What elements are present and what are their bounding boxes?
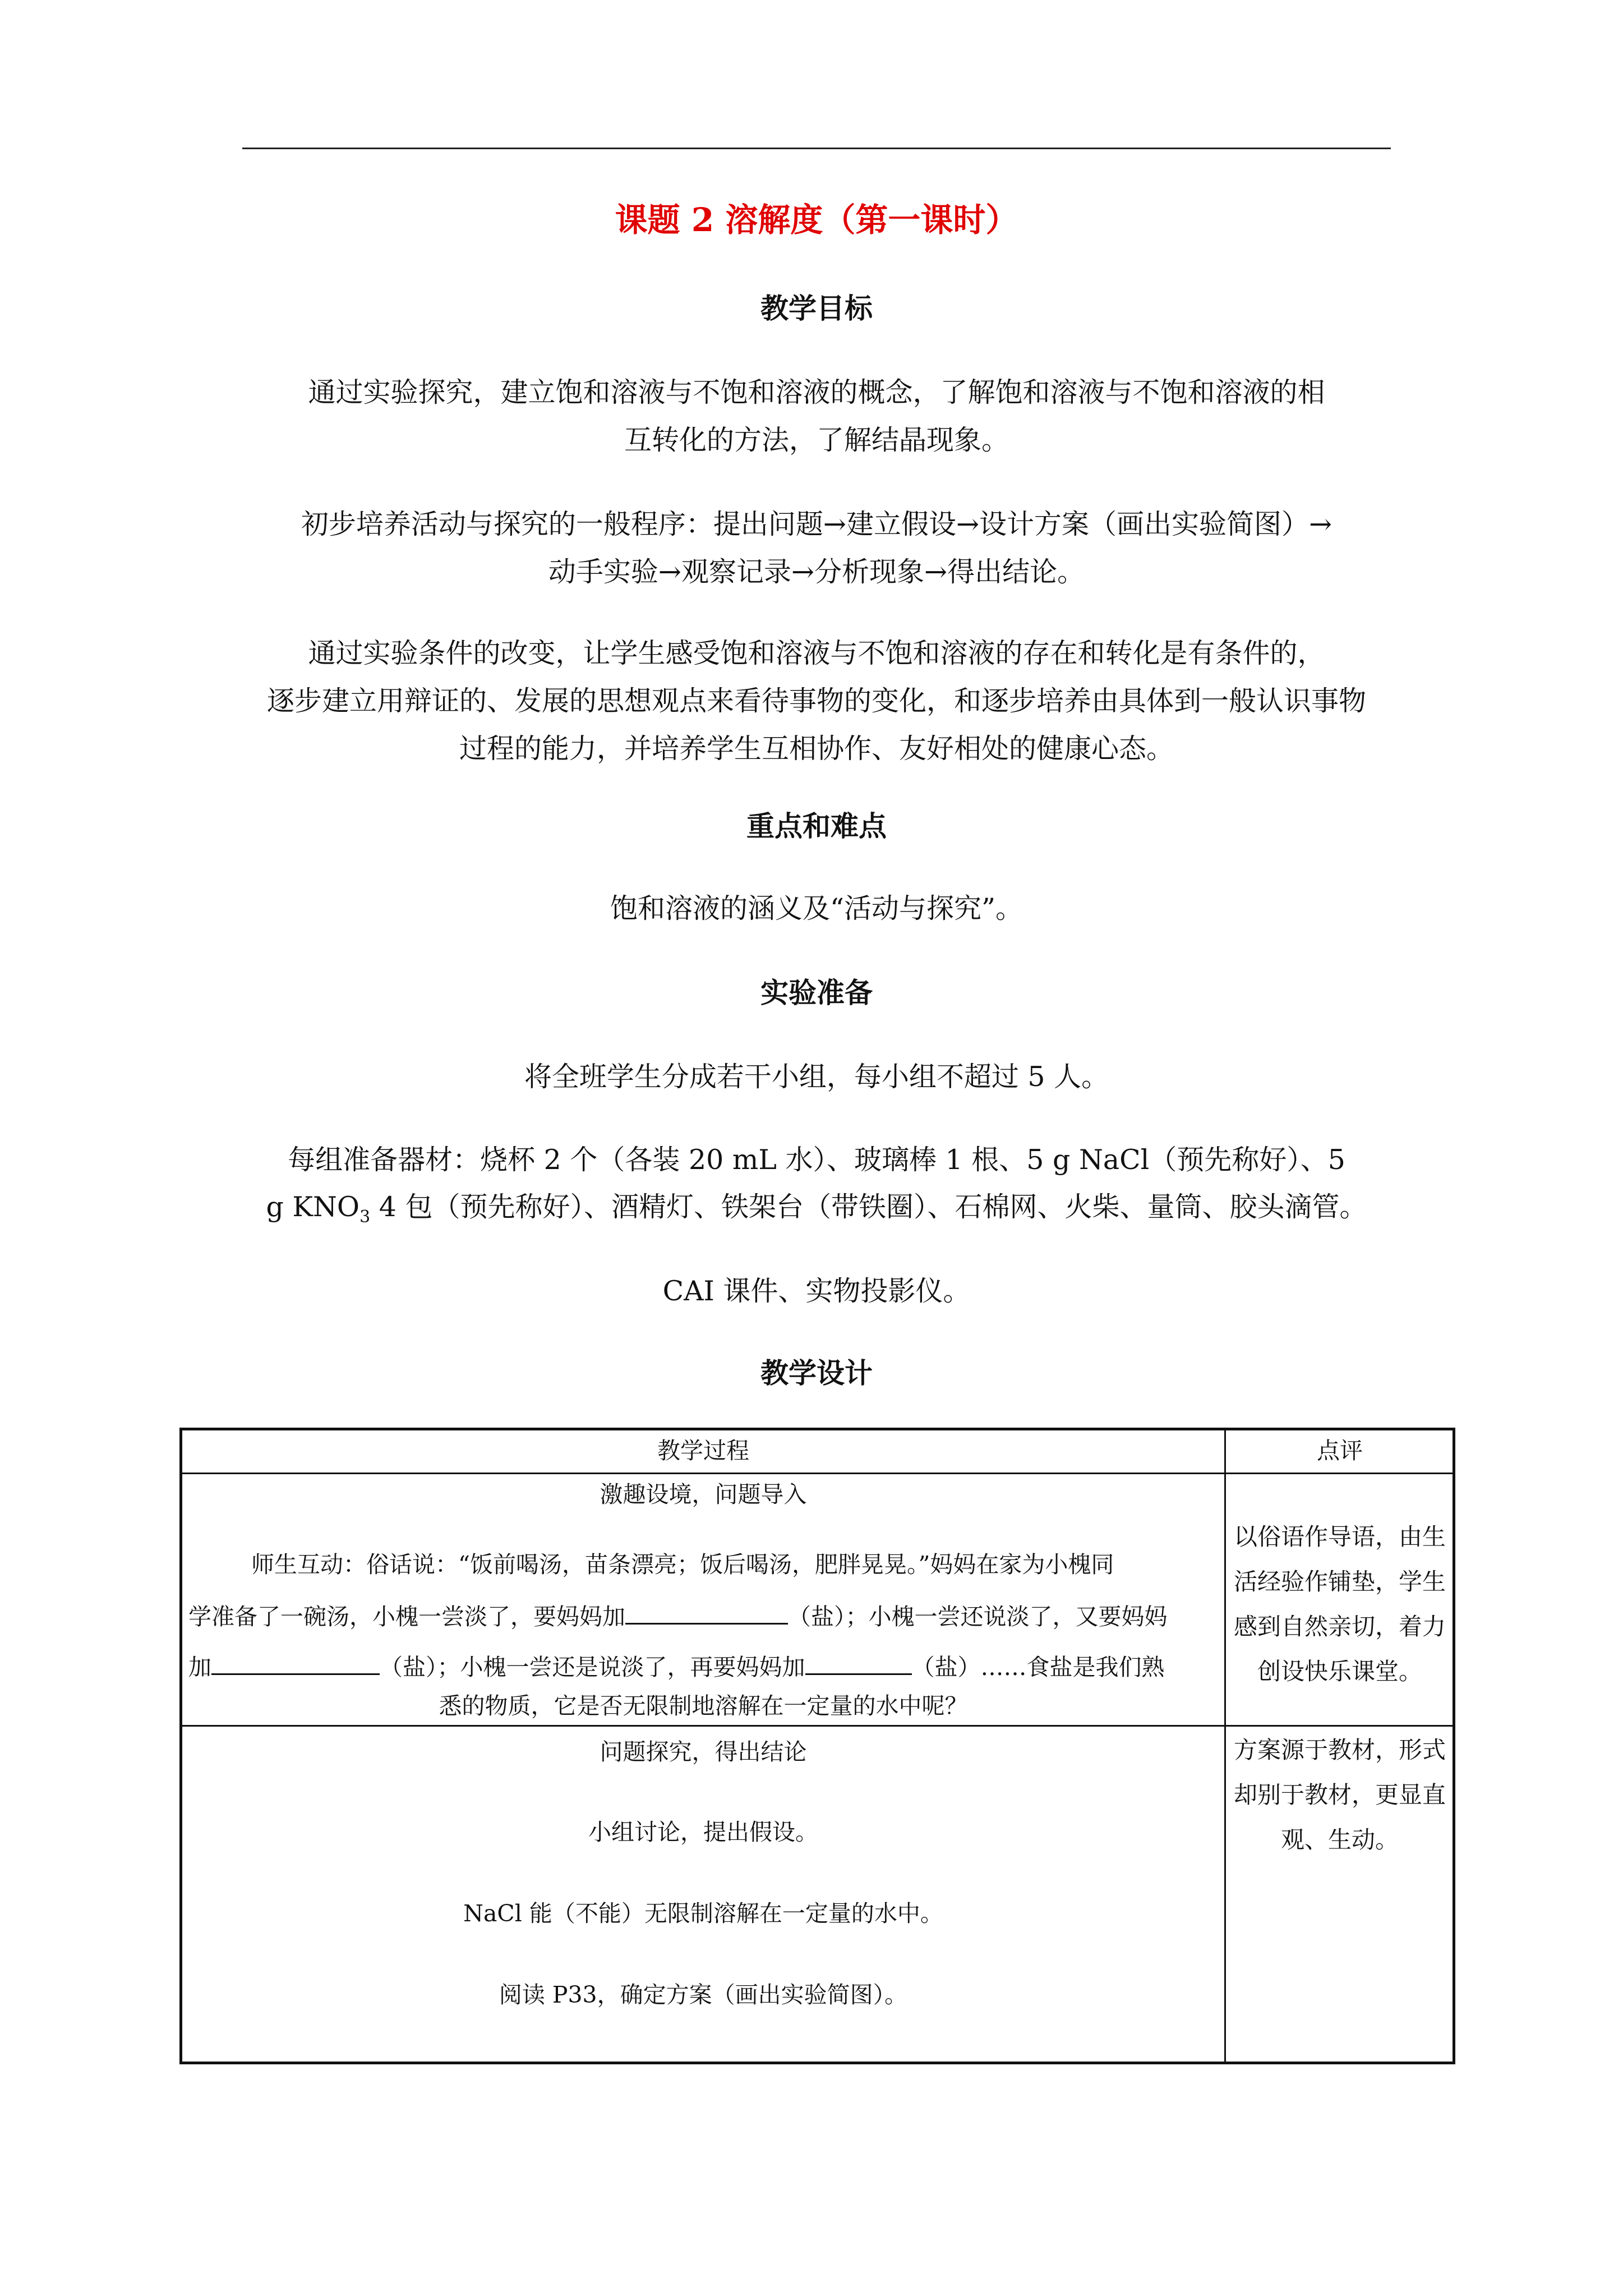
subscript-3: 3 [359, 1207, 371, 1227]
row2-subtitle: 问题探究，得出结论 [600, 1738, 807, 1765]
row1-text-b: （盐）；小槐一尝还说淡了，又要妈妈 [788, 1603, 1168, 1630]
row1-comment-line-4: 创设快乐课堂。 [1257, 1658, 1422, 1685]
row2-line-2: NaCl 能（不能）无限制溶解在一定量的水中。 [463, 1900, 943, 1927]
doc-title: 课题 2 溶解度（第一课时） [615, 201, 1018, 239]
goals-paragraph-2-line-2: 动手实验→观察记录→分析现象→得出结论。 [548, 556, 1085, 588]
row1-subtitle: 激趣设境，问题导入 [600, 1481, 807, 1508]
heading-preparation: 实验准备 [760, 976, 873, 1009]
prep-text-b: 4 包（预先称好）、酒精灯、铁架台（带铁圈）、石棉网、火柴、量筒、胶头滴管。 [370, 1191, 1367, 1223]
row2-line-3: 阅读 P33，确定方案（画出实验简图）。 [499, 1981, 908, 2008]
row1-comment-line-2: 活经验作铺垫，学生 [1233, 1568, 1446, 1595]
heading-goals: 教学目标 [760, 292, 873, 325]
row1-text-d: （盐）；小槐一尝还是说淡了，再要妈妈加 [380, 1654, 805, 1681]
goals-paragraph-3-line-1: 通过实验条件的改变，让学生感受饱和溶液与不饱和溶液的存在和转化是有条件的， [308, 637, 1325, 669]
table-header-divider [179, 1473, 1455, 1474]
table-header-process: 教学过程 [657, 1437, 749, 1464]
row1-text-a: 学准备了一碗汤，小槐一尝淡了，要妈妈加 [188, 1603, 625, 1630]
row2-comment-line-1: 方案源于教材，形式 [1233, 1736, 1446, 1764]
row1-line-4: 悉的物质，它是否无限制地溶解在一定量的水中呢？ [439, 1692, 968, 1719]
goals-paragraph-1-line-1: 通过实验探究，建立饱和溶液与不饱和溶液的概念，了解饱和溶液与不饱和溶液的相 [308, 376, 1325, 408]
row2-comment-line-3: 观、生动。 [1280, 1826, 1399, 1853]
goals-paragraph-1-line-2: 互转化的方法，了解结晶现象。 [624, 424, 1009, 456]
prep-paragraph-1: 将全班学生分成若干小组，每小组不超过 5 人。 [524, 1061, 1109, 1093]
goals-paragraph-3-line-2: 逐步建立用辩证的、发展的思想观点来看待事物的变化，和逐步培养由具体到一般认识事物 [266, 685, 1366, 717]
prep-paragraph-2-line-2 [242, 1190, 1391, 1234]
fill-blank-1 [625, 1602, 788, 1625]
row1-line-1: 师生互动：俗话说：“饭前喝汤，苗条漂亮；饭后喝汤，肥胖晃晃。”妈妈在家为小槐同 [251, 1551, 1114, 1578]
row1-line-2 [188, 1602, 1168, 1631]
prep-paragraph-3: CAI 课件、实物投影仪。 [662, 1275, 971, 1307]
table-column-divider [1224, 1428, 1226, 2064]
row1-line-3 [188, 1652, 1165, 1682]
heading-key-points: 重点和难点 [746, 809, 887, 843]
heading-design: 教学设计 [760, 1356, 873, 1389]
row1-text-e: （盐）……食盐是我们熟 [911, 1654, 1165, 1681]
table-row-divider [179, 1725, 1455, 1727]
row1-comment-line-3: 感到自然亲切，着力 [1233, 1613, 1446, 1640]
row2-line-1: 小组讨论，提出假设。 [588, 1819, 818, 1846]
header-rule [242, 148, 1391, 149]
fill-blank-2 [211, 1652, 380, 1675]
table-header-comment: 点评 [1317, 1437, 1363, 1464]
row2-comment-line-2: 却别于教材，更显直 [1233, 1781, 1446, 1809]
row1-comment-line-1: 以俗语作导语，由生 [1233, 1523, 1446, 1550]
fill-blank-3 [805, 1652, 912, 1675]
goals-paragraph-2-line-1: 初步培养活动与探究的一般程序：提出问题→建立假设→设计方案（画出实验简图）→ [301, 508, 1332, 540]
prep-text-a: g KNO [266, 1191, 360, 1223]
goals-paragraph-3-line-3: 过程的能力，并培养学生互相协作、友好相处的健康心态。 [459, 733, 1174, 765]
row1-text-c: 加 [188, 1654, 211, 1681]
prep-paragraph-2-line-1: 每组准备器材：烧杯 2 个（各装 20 mL 水）、玻璃棒 1 根、5 g NaCl（预先称好）、5 [288, 1144, 1345, 1176]
key-paragraph: 饱和溶液的涵义及“活动与探究”。 [610, 892, 1023, 924]
